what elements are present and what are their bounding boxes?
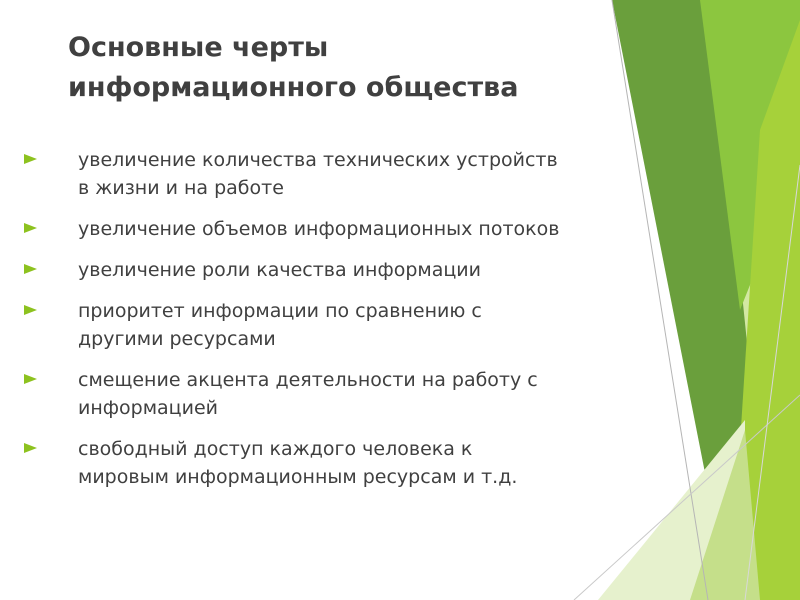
- bullet-item-information-quality: [0, 256, 690, 284]
- bullet-item-devices: [0, 146, 690, 202]
- bullet-item-information-priority: [0, 297, 690, 353]
- bullet-item-free-access: [0, 435, 690, 491]
- bullet-arrow-icon: [24, 305, 37, 315]
- bullet-item-information-flows: [0, 215, 690, 243]
- bullet-arrow-icon: [24, 374, 37, 384]
- bullet-arrow-icon: [24, 264, 37, 274]
- bullet-text: увеличение объемов информационных потоков: [78, 218, 560, 240]
- slide-title: Основные черты информационного общества: [68, 32, 519, 103]
- bullet-text: свободный доступ каждого человека к мировым информационным ресурсам и т.д.: [78, 438, 518, 488]
- bullet-arrow-icon: [24, 443, 37, 453]
- bullet-arrow-icon: [24, 154, 37, 164]
- bullet-list: [0, 146, 690, 504]
- bullet-item-work-focus: [0, 366, 690, 422]
- bullet-text: смещение акцента деятельности на работу с информацией: [78, 369, 538, 419]
- bullet-text: увеличение количества технических устройств в жизни и на работе: [78, 149, 558, 199]
- bullet-text: увеличение роли качества информации: [78, 259, 481, 281]
- bullet-text: приоритет информации по сравнению с другими ресурсами: [78, 300, 482, 350]
- bullet-arrow-icon: [24, 223, 37, 233]
